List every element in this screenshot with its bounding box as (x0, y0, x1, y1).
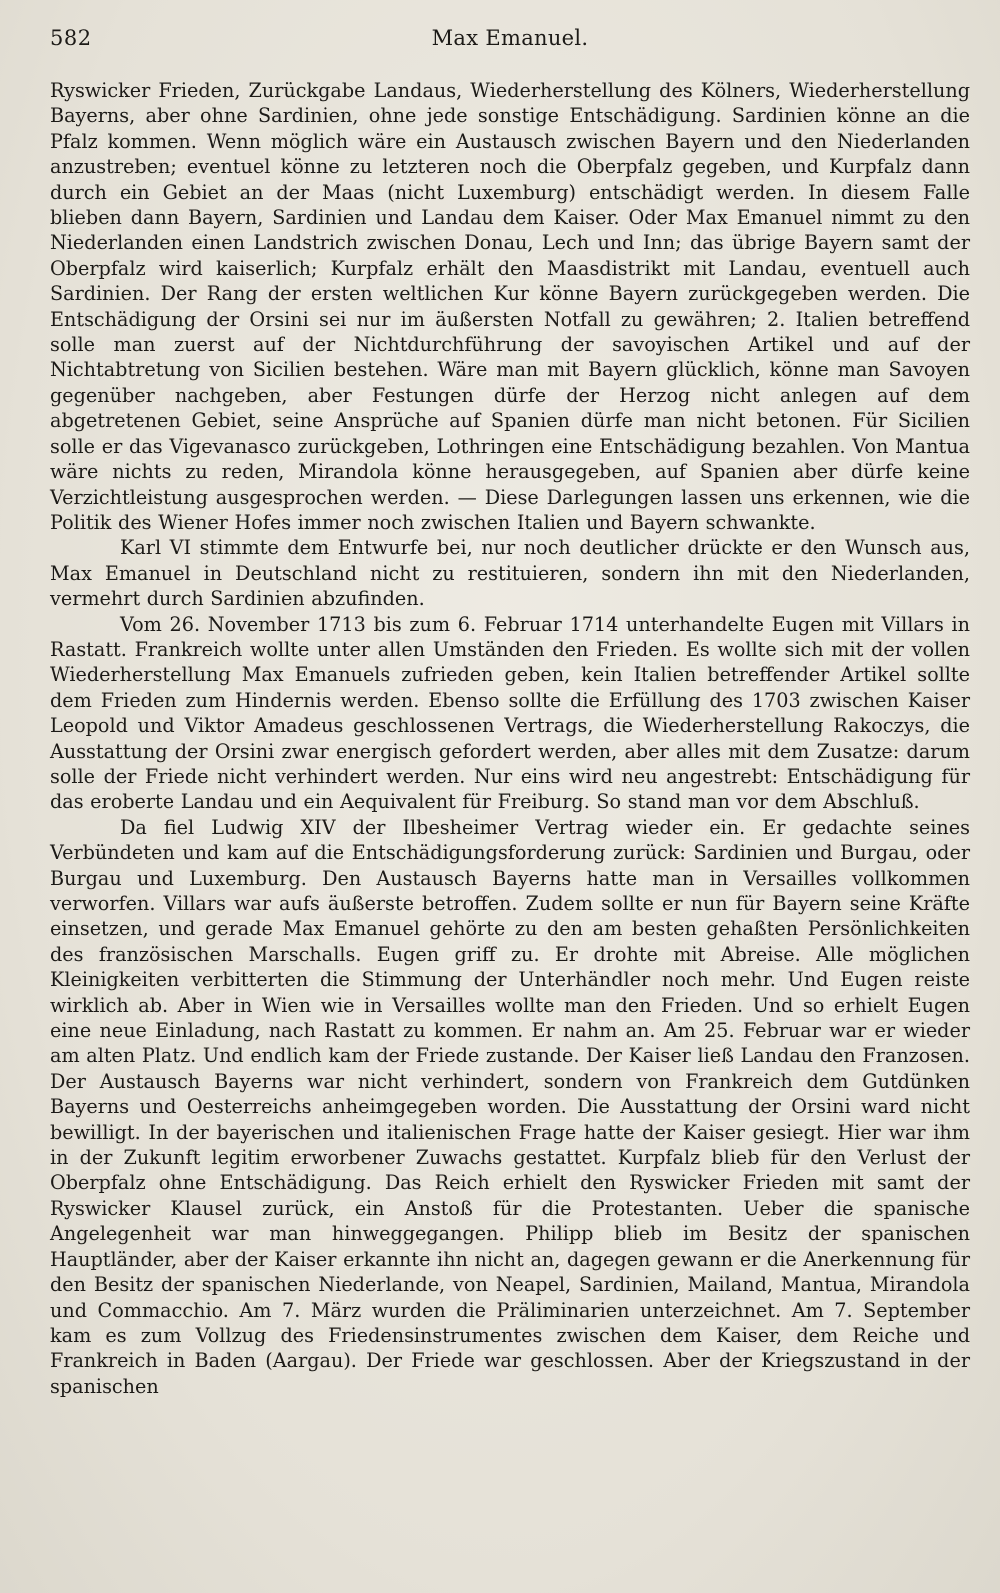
body-text (50, 78, 970, 1399)
page-number: 582 (50, 26, 92, 50)
paragraph-continued: Ryswicker Frieden, Zurückgabe Landaus, Wiederherstellung des Kölners, Wiederherstellung Bayerns, aber ohne Sardinien, ohne jede sonstige Entschädigung. Sardinien könne an die Pfalz kommen. Wenn möglich wäre ein Austausch zwischen Bayern und den Niederlanden anzustreben; eventuel könne zu letzteren noch die Oberpfalz gegeben, und Kurpfalz dann durch ein Gebiet an der Maas (nicht Luxemburg) entschädigt werden. In diesem Falle blieben dann Bayern, Sardinien und Landau dem Kaiser. Oder Max Emanuel nimmt zu den Niederlanden einen Landstrich zwischen Donau, Lech und Inn; das übrige Bayern samt der Oberpfalz wird kaiserlich; Kurpfalz erhält den Maasdistrikt mit Landau, eventuell auch Sardinien. Der Rang der ersten weltlichen Kur könne Bayern zurückgegeben werden. Die Entschädigung der Orsini sei nur im äußersten Notfall zu gewähren; 2. Italien betreffend solle man zuerst auf der Nichtdurchführung der savoyischen Artikel und auf der Nichtabtretung von Sicilien bestehen. Wäre man mit Bayern glücklich, könne man Savoyen gegenüber nachgeben, aber Festungen dürfe der Herzog nicht anlegen auf dem abgetretenen Gebiet, seine Ansprüche auf Spanien dürfe man nicht betonen. Für Sicilien solle er das Vigevanasco zurückgeben, Lothringen eine Entschädigung bezahlen. Von Mantua wäre nichts zu reden, Mirandola könne herausgegeben, auf Spanien aber dürfe keine Verzichtleistung ausgesprochen werden. — Diese Darlegungen lassen uns erkennen, wie die Politik des Wiener Hofes immer noch zwischen Italien und Bayern schwankte. (50, 79, 970, 534)
running-title: Max Emanuel. (431, 26, 589, 50)
paragraph: Karl VI stimmte dem Entwurfe bei, nur noch deutlicher drückte er den Wunsch aus, Max Emanuel in Deutschland nicht zu restituieren, sondern ihn mit den Niederlanden, vermehrt durch Sardinien abzufinden. (50, 536, 970, 611)
page-header (50, 26, 970, 72)
paragraph: Vom 26. November 1713 bis zum 6. Februar 1714 unterhandelte Eugen mit Villars in Rastatt. Frankreich wollte unter allen Umständen den Frieden. Es wollte sich mit der vollen Wiederherstellung Max Emanuels zufrieden geben, kein Italien betreffender Artikel sollte dem Frieden zum Hindernis werden. Ebenso sollte die Erfüllung des 1703 zwischen Kaiser Leopold und Viktor Amadeus geschlossenen Vertrags, die Wiederherstellung Rakoczys, die Ausstattung der Orsini zwar energisch gefordert werden, aber alles mit dem Zusatze: darum solle der Friede nicht verhindert werden. Nur eins wird neu angestrebt: Entschädigung für das eroberte Landau und ein Aequivalent für Freiburg. So stand man vor dem Abschluß. (50, 612, 970, 814)
paragraph: Da fiel Ludwig XIV der Ilbesheimer Vertrag wieder ein. Er gedachte seines Verbündeten und kam auf die Entschädigungsforderung zurück: Sardinien und Burgau, oder Burgau und Luxemburg. Den Austausch Bayerns hatte man in Versailles vollkommen verworfen. Villars war aufs äußerste betroffen. Zudem sollte er nun für Bayern seine Kräfte einsetzen, und gerade Max Emanuel gehörte zu den am besten gehaßten Persönlichkeiten des französischen Marschalls. Eugen griff zu. Er drohte mit Abreise. Alle möglichen Kleinigkeiten verbitterten die Stimmung der Unterhändler noch mehr. Und Eugen reiste wirklich ab. Aber in Wien wie in Versailles wollte man den Frieden. Und so erhielt Eugen eine neue Einladung, nach Rastatt zu kommen. Er nahm an. Am 25. Februar war er wieder am alten Platz. Und endlich kam der Friede zustande. Der Kaiser ließ Landau den Franzosen. Der Austausch Bayerns war nicht verhindert, sondern von Frankreich dem Gutdünken Bayerns und Oesterreichs anheimgegeben worden. Die Ausstattung der Orsini ward nicht bewilligt. In der bayerischen und italienischen Frage hatte der Kaiser gesiegt. Hier war ihm in der Zukunft legitim erworbener Zuwachs gestattet. Kurpfalz blieb für den Verlust der Oberpfalz ohne Entschädigung. Das Reich erhielt den Ryswicker Frieden mit samt der Ryswicker Klausel zurück, ein Anstoß für die Protestanten. Ueber die spanische Angelegenheit war man hinweggegangen. Philipp blieb im Besitz der spanischen Hauptländer, aber der Kaiser erkannte ihn nicht an, dagegen gewann er die Anerkennung für den Besitz der spanischen Niederlande, von Neapel, Sardinien, Mailand, Mantua, Mirandola und Commacchio. Am 7. März wurden die Präliminarien unterzeichnet. Am 7. September kam es zum Vollzug des Friedensinstrumentes zwischen dem Kaiser, dem Reiche und Frankreich in Baden (Aargau). Der Friede war geschlossen. Aber der Kriegszustand in der spanischen (50, 815, 970, 1398)
